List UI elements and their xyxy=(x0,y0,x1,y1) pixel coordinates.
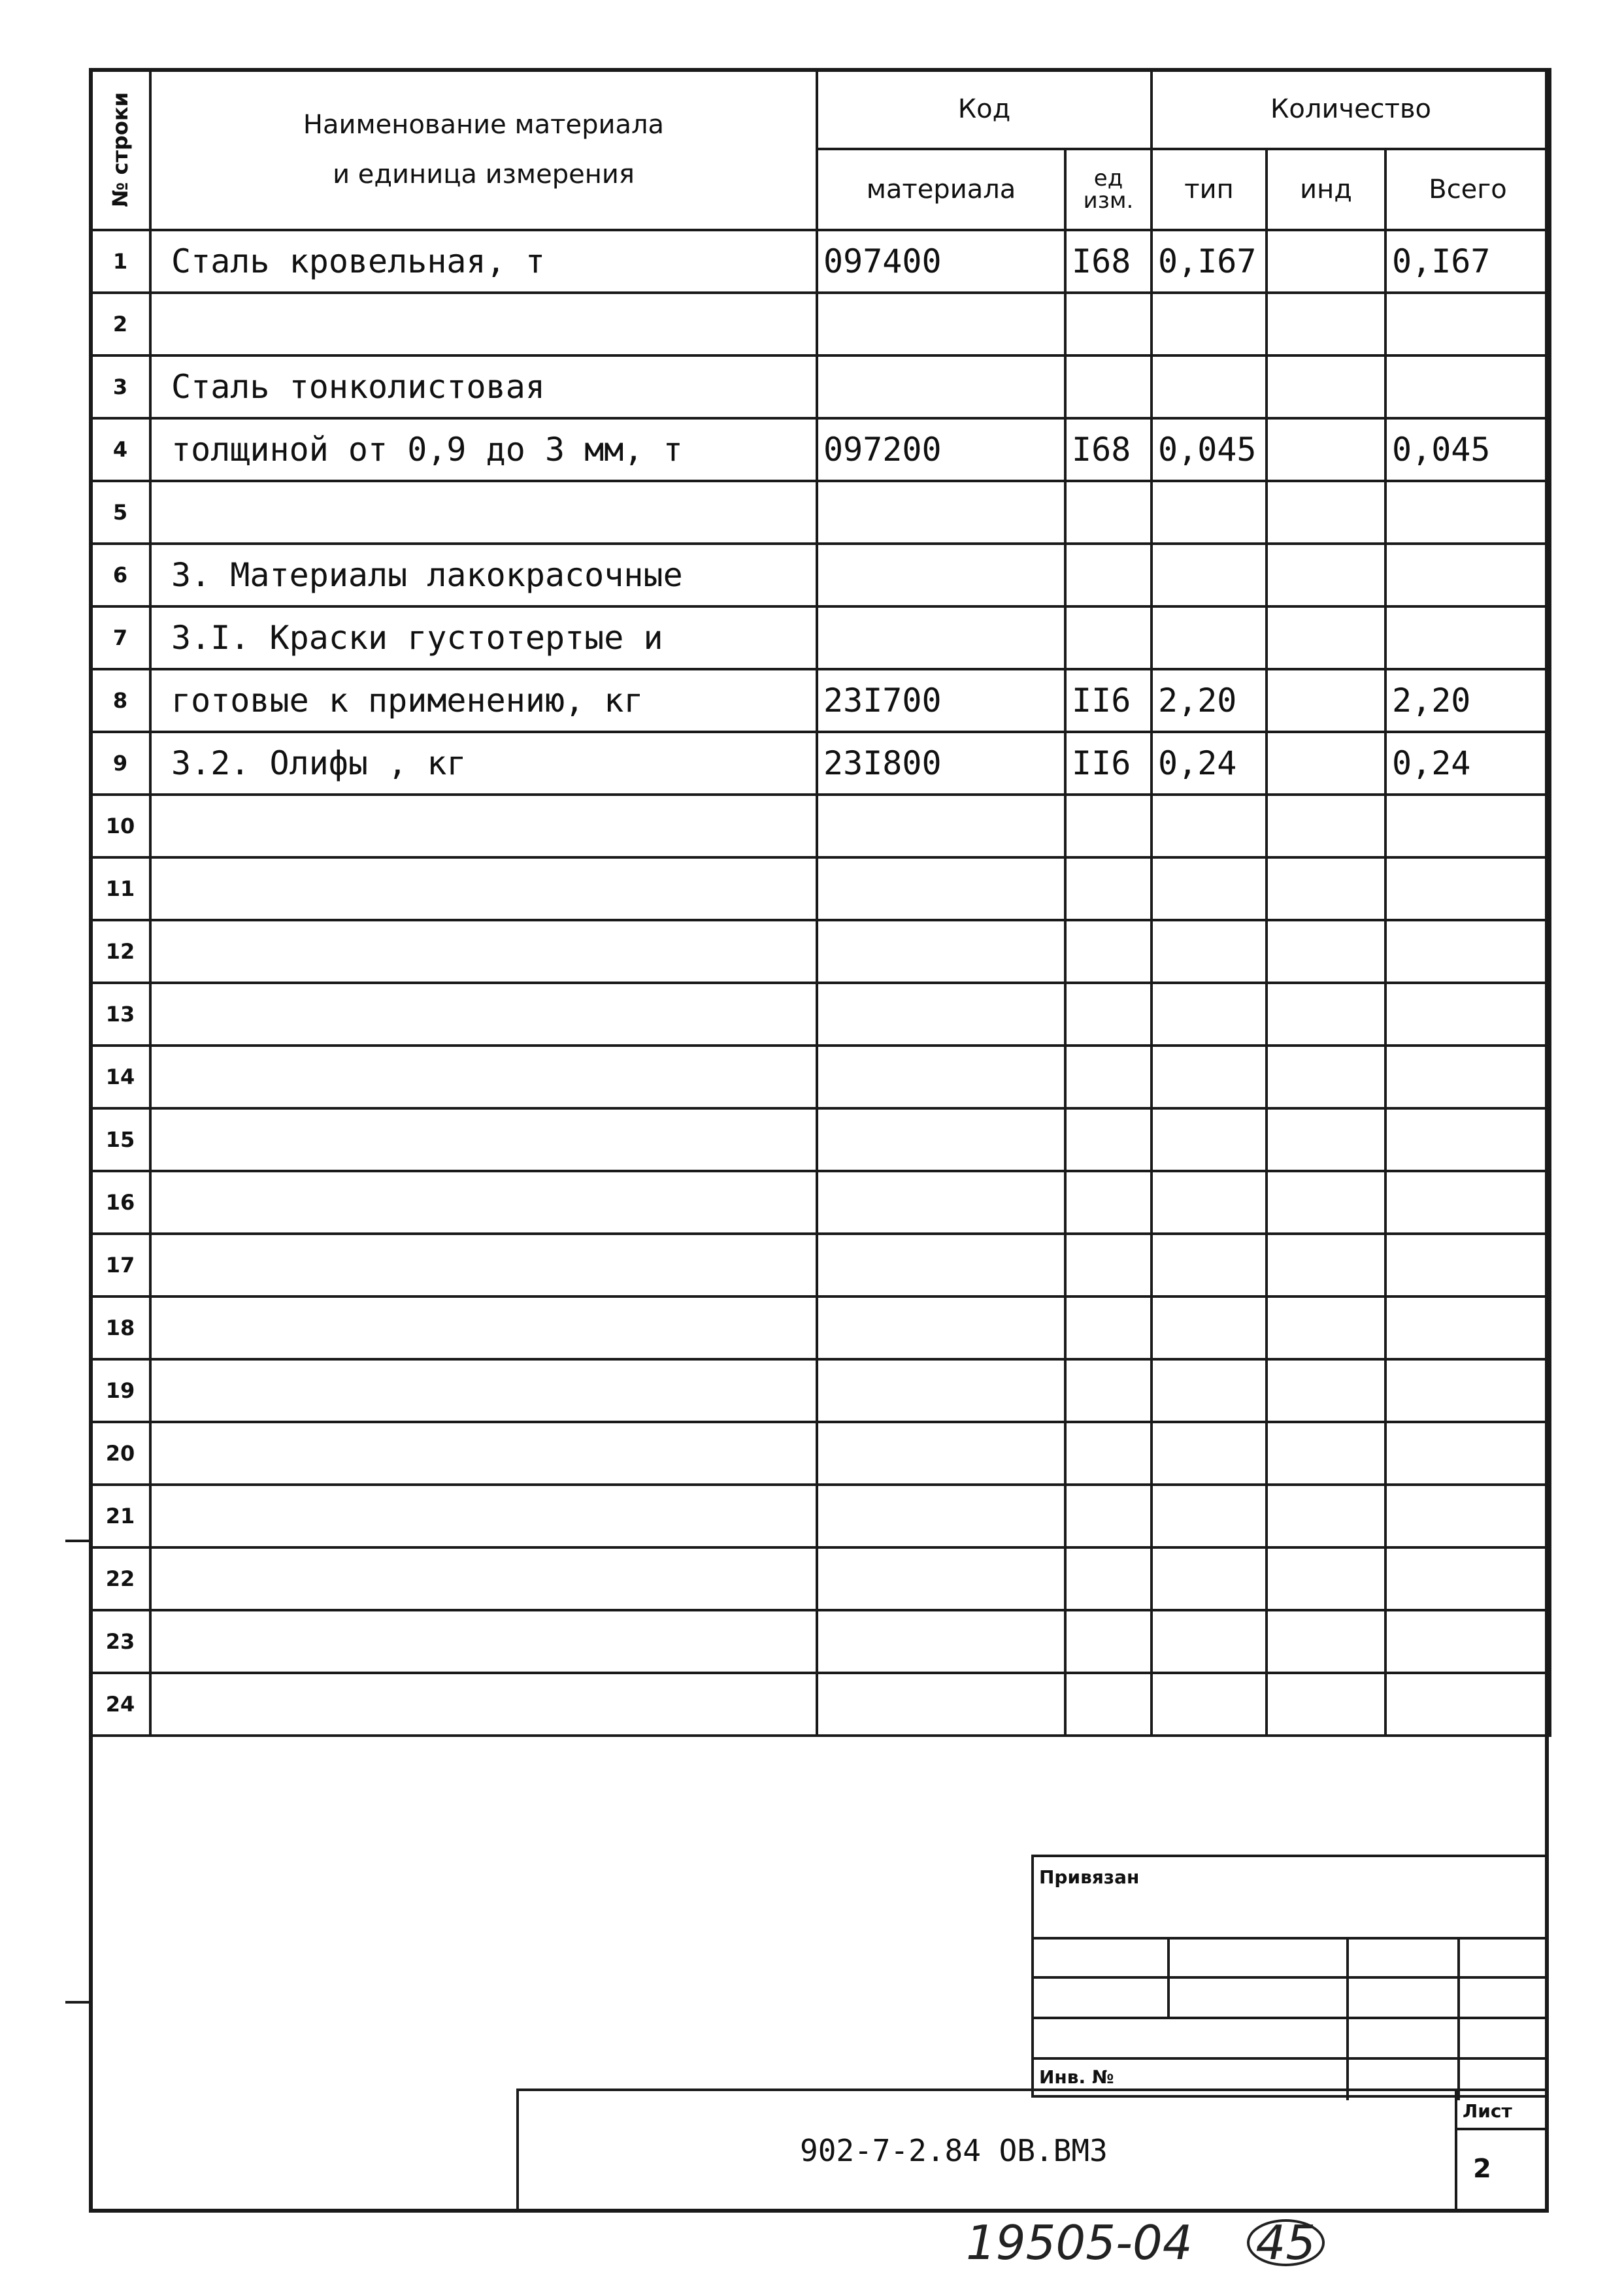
row-number: 13 xyxy=(90,983,150,1046)
material-name: Сталь кровельная, т xyxy=(150,230,817,293)
material-code: 23I700 xyxy=(817,669,1065,732)
sheet-number: 2 xyxy=(1473,2154,1491,2184)
row-number: 12 xyxy=(90,920,150,983)
document-code: 902-7-2.84 ОВ.ВМ3 xyxy=(800,2133,1108,2168)
quantity-type: 0,24 xyxy=(1152,732,1267,795)
unit-code: II6 xyxy=(1065,732,1152,795)
unit-code: I68 xyxy=(1065,230,1152,293)
header-qty-type: тип xyxy=(1152,149,1267,230)
archive-code: 19505-04 xyxy=(966,2215,1193,2270)
row-number: 8 xyxy=(90,669,150,732)
row-number: 4 xyxy=(90,418,150,481)
unit-code: II6 xyxy=(1065,669,1152,732)
material-code: 097200 xyxy=(817,418,1065,481)
row-number: 14 xyxy=(90,1046,150,1108)
margin-tick xyxy=(65,2001,89,2004)
header-row-number: № строки xyxy=(90,69,150,230)
header-code-unit: ед изм. xyxy=(1065,149,1152,230)
row-number: 19 xyxy=(90,1359,150,1422)
row-number: 6 xyxy=(90,544,150,606)
material-name: 3.I. Краски густотертые и xyxy=(150,606,817,669)
row-number: 21 xyxy=(90,1485,150,1547)
quantity-total: 2,20 xyxy=(1385,669,1550,732)
row-number: 11 xyxy=(90,857,150,920)
row-number: 24 xyxy=(90,1673,150,1736)
unit-code: I68 xyxy=(1065,418,1152,481)
row-number: 16 xyxy=(90,1171,150,1234)
material-code: 097400 xyxy=(817,230,1065,293)
quantity-type: 0,045 xyxy=(1152,418,1267,481)
linked-label: Привязан xyxy=(1039,1866,1140,1888)
row-number: 10 xyxy=(90,795,150,857)
title-block xyxy=(516,2089,1549,2213)
row-number: 7 xyxy=(90,606,150,669)
material-name: готовые к применению, кг xyxy=(150,669,817,732)
header-qty-ind: инд xyxy=(1267,149,1385,230)
row-number: 20 xyxy=(90,1422,150,1485)
material-name: Сталь тонколистовая xyxy=(150,355,817,418)
quantity-total: 0,045 xyxy=(1385,418,1550,481)
row-number: 22 xyxy=(90,1547,150,1610)
quantity-type: 2,20 xyxy=(1152,669,1267,732)
row-number: 3 xyxy=(90,355,150,418)
material-name: 3. Материалы лакокрасочные xyxy=(150,544,817,606)
margin-tick xyxy=(65,1540,89,1542)
header-quantity-group: Количество xyxy=(1152,69,1550,149)
linked-stamp xyxy=(1031,1855,1549,2098)
row-number: 2 xyxy=(90,293,150,355)
material-name: толщиной от 0,9 до 3 мм, т xyxy=(150,418,817,481)
header-code-group: Код xyxy=(817,69,1152,149)
inventory-label: Инв. № xyxy=(1039,2066,1114,2088)
archive-circled-number: 45 xyxy=(1247,2219,1325,2266)
header-code-material: материала xyxy=(817,149,1065,230)
material-code: 23I800 xyxy=(817,732,1065,795)
archive-number xyxy=(966,2215,1325,2270)
row-number: 17 xyxy=(90,1234,150,1296)
row-number: 15 xyxy=(90,1108,150,1171)
row-number: 23 xyxy=(90,1610,150,1673)
quantity-type: 0,I67 xyxy=(1152,230,1267,293)
quantity-total: 0,24 xyxy=(1385,732,1550,795)
header-material-name: Наименование материала и единица измерения xyxy=(150,69,817,230)
row-number: 9 xyxy=(90,732,150,795)
sheet-label: Лист xyxy=(1463,2100,1512,2122)
header-qty-total: Всего xyxy=(1385,149,1550,230)
quantity-total: 0,I67 xyxy=(1385,230,1550,293)
material-name: 3.2. Олифы , кг xyxy=(150,732,817,795)
row-number: 1 xyxy=(90,230,150,293)
row-number: 5 xyxy=(90,481,150,544)
row-number: 18 xyxy=(90,1296,150,1359)
